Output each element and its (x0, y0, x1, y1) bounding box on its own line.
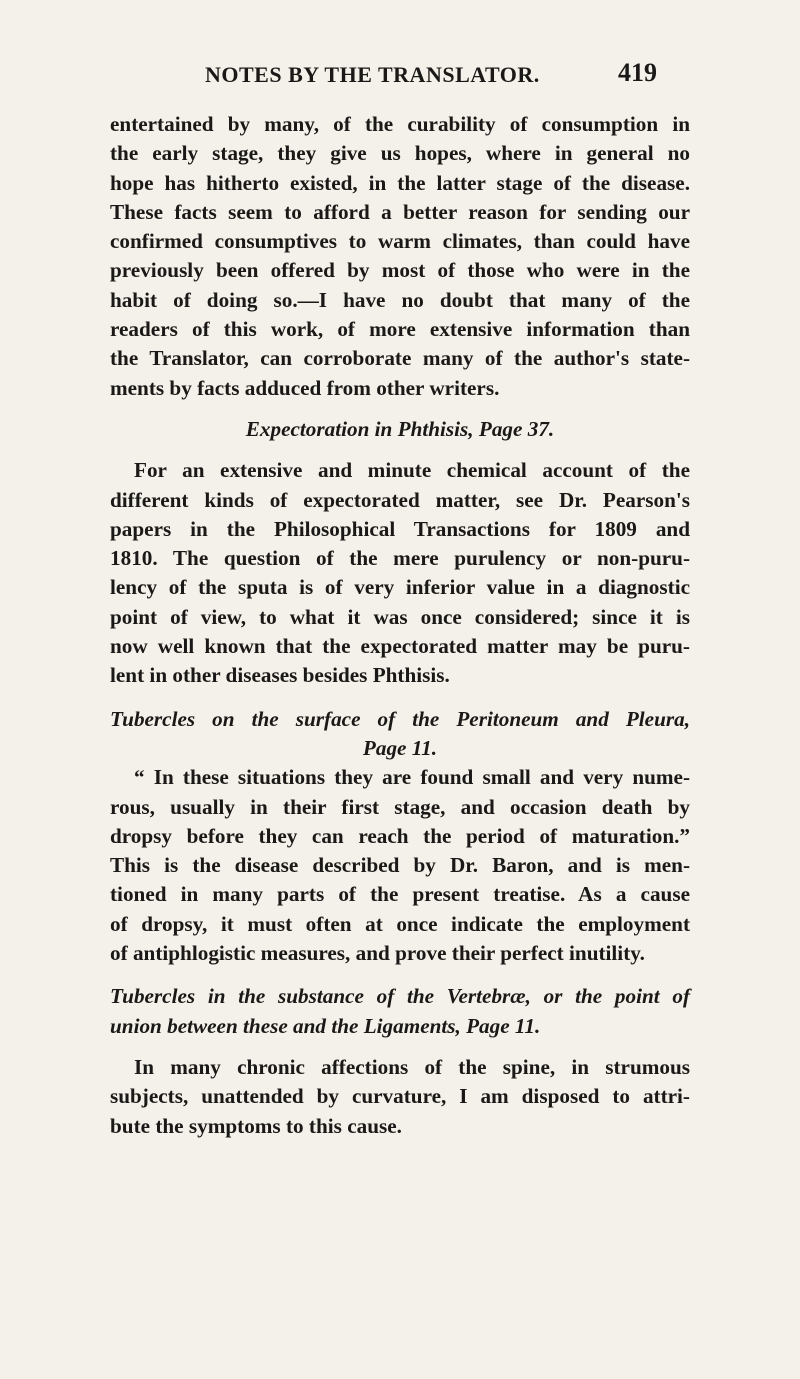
text-line: This is the disease described by Dr. Baron, and is men- (110, 853, 690, 878)
text-line: subjects, unattended by curvature, I am disposed to attri- (110, 1084, 690, 1109)
paragraph-continuation (110, 110, 690, 403)
text-line: different kinds of expectorated matter, see Dr. Pearson's (110, 487, 690, 512)
text-line: hope has hitherto existed, in the latter stage of the disease. (110, 170, 690, 195)
text-line: of antiphlogistic measures, and prove their perfect inutility. (110, 941, 645, 966)
page-number: 419 (618, 58, 657, 87)
text-line: papers in the Philosophical Transactions for 1809 and (110, 516, 690, 541)
section-heading-vertebrae-line2: union between these and the Ligaments, Page 11. (110, 1013, 541, 1038)
running-title: NOTES BY THE TRANSLATOR. (205, 62, 540, 87)
text-line: point of view, to what it was once considered; since it is (110, 604, 690, 629)
section-heading-peritoneum-page: Page 11. (362, 735, 438, 760)
text-line: tioned in many parts of the present treatise. As a cause (110, 882, 690, 907)
text-line: These facts seem to afford a better reason for sending our (110, 199, 690, 224)
text-line: of dropsy, it must often at once indicate the employment (110, 911, 690, 936)
paragraph-expectoration (110, 456, 690, 690)
section-heading-vertebrae: Tubercles in the substance of the Vertebræ, or the point of (110, 984, 690, 1009)
text-line: the Translator, can corroborate many of the author's state- (110, 346, 690, 371)
text-line: now well known that the expectorated matter may be puru- (110, 634, 690, 659)
text-line: dropsy before they can reach the period of maturation.” (110, 823, 690, 848)
text-line: “ In these situations they are found small and very nume- (134, 765, 690, 790)
text-line: lent in other diseases besides Phthisis. (110, 663, 450, 688)
text-line: previously been offered by most of those who were in the (110, 258, 690, 283)
section-heading-expectoration: Expectoration in Phthisis, Page 37. (245, 416, 555, 441)
text-line: 1810. The question of the mere purulency or non-puru- (110, 546, 690, 571)
text-line: In many chronic affections of the spine, in strumous (134, 1054, 690, 1079)
text-line: entertained by many, of the curability of consumption in (110, 112, 690, 136)
text-line: confirmed consumptives to warm climates, than could have (110, 229, 690, 254)
text-line: readers of this work, of more extensive information than (110, 317, 690, 342)
text-line: For an extensive and minute chemical account of the (134, 458, 690, 483)
text-line: ments by facts adduced from other writers. (110, 375, 500, 400)
section-heading-peritoneum: Tubercles on the surface of the Peritoneum and Pleura, (110, 706, 690, 731)
text-line: lency of the sputa is of very inferior value in a diagnostic (110, 575, 690, 600)
paragraph-vertebrae (110, 1053, 690, 1141)
body-text (110, 110, 690, 1141)
paragraph-peritoneum (110, 763, 690, 968)
running-head (0, 58, 800, 102)
text-line: rous, usually in their first stage, and occasion death by (110, 794, 690, 819)
text-line: bute the symptoms to this cause. (110, 1113, 402, 1138)
text-line: the early stage, they give us hopes, where in general no (110, 141, 690, 166)
text-line: habit of doing so.—I have no doubt that many of the (110, 287, 690, 312)
